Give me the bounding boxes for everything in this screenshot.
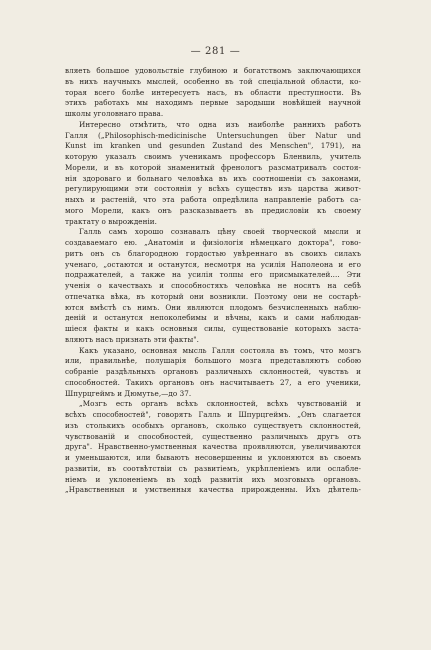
text-line: ученаго, „остаются и останутся, несмотря на усилія Наполеона и его xyxy=(65,259,361,269)
text-line: развитіи, въ соотвѣтствіи съ развитіемъ, укрѣпленіемъ или ослабле- xyxy=(65,463,361,473)
text-line: отпечатка вѣка, въ который они возникли. Поэтому они не состарѣ- xyxy=(65,291,361,301)
text-line: которую указалъ своимъ ученикамъ профессоръ Бленвиль, учитель xyxy=(65,152,361,161)
text-line: регулирующими эти состоянія у всѣхъ существъ изъ царства живот- xyxy=(65,184,361,194)
text-line: собраніе раздѣльныхъ органовъ различныхъ склонностей, чувствъ и xyxy=(65,367,361,376)
text-line: школы уголовнаго права. xyxy=(65,109,164,118)
text-line: всѣхъ способностей", говорятъ Галль и Шпурцгеймъ. „Онъ слагается xyxy=(65,410,361,419)
text-line: трактату о вырожденіи. xyxy=(65,216,157,226)
text-line: Kunst im kranken und gesunden Zustand des Menschen", 1791), на xyxy=(65,141,361,151)
text-line: подражателей, а также на усилія толпы его присмыкателей.... Эти xyxy=(65,270,361,280)
page-number: — 281 — xyxy=(190,46,241,57)
text-line: ритъ онъ съ благородною гордостью увѣреннаго въ своихъ силахъ xyxy=(65,248,361,258)
text-line: вляеть большое удовольствіе глубиною и богатствомъ заключающихся xyxy=(65,66,361,75)
text-line: изъ столькихъ особыхъ органовъ, сколько существуетъ склонностей, xyxy=(65,420,361,430)
text-line: создаваемаго ею. „Анатомія и физіологія нѣмецкаго доктора", гово- xyxy=(65,238,361,247)
text-line: мого Морели, какъ онъ разсказываетъ въ предисловіи къ своему xyxy=(65,205,361,215)
text-line: ученія о качествахъ и способностяхъ человѣка не носятъ на себѣ xyxy=(65,281,361,290)
text-line: Интересно отмѣтить, что одна изъ наиболѣе раннихъ работъ xyxy=(79,119,361,129)
text-line: ются вмѣстѣ съ нимъ. Они являются плодомъ безчисленныхъ наблю- xyxy=(65,302,361,312)
text-line: „Мозгъ есть органъ всѣхъ склонностей, всѣхъ чувствованій и xyxy=(79,399,361,409)
text-line: Галль самъ хорошо сознавалъ цѣну своей творческой мысли и xyxy=(79,227,361,237)
text-line: шіеся факты и какъ основныя силы, существованіе которыхъ заста- xyxy=(65,324,361,333)
text-line: или, правильнѣе, полушарія большого мозга представляютъ собою xyxy=(65,356,361,366)
text-line: чувствованій и способностей, существенно различныхъ другъ отъ xyxy=(65,431,361,441)
text-line: торая всего болѣе интересуетъ насъ, въ области преступности. Въ xyxy=(65,87,361,97)
text-line: деній и останутся непоколебимы и вѣчны, какъ и сами наблюдав- xyxy=(65,313,361,323)
text-line: и уменьшаются, или бываютъ несовершенны и уклоняются въ своемъ xyxy=(65,453,361,462)
text-line: способностей. Такихъ органовъ онъ насчитываетъ 27, а его ученики, xyxy=(65,377,361,387)
text-line: Галля („Philosophisch-medicinische Untersuchungen über Natur und xyxy=(65,130,361,140)
text-line: въ нихъ научныхъ мыслей, особенно въ той спеціальной области, ко- xyxy=(65,76,361,86)
text-line: Какъ указано, основная мысль Галля состояла въ томъ, что мозгъ xyxy=(79,345,361,355)
paragraph xyxy=(65,399,361,496)
text-line: Шпурцгеймъ и Дюмутье,—до 37. xyxy=(65,388,192,398)
paragraph xyxy=(65,120,361,228)
body-text xyxy=(65,66,361,496)
text-line: ніемъ и уклоненіемъ въ ходѣ развитія ихъ мозговыхъ органовъ. xyxy=(65,474,361,484)
text-line: этихъ работахъ мы находимъ первые зародыши новѣйшей научной xyxy=(65,98,361,108)
text-line: „Нравственныя и умственныя качества прирожденны. Ихъ дѣятель- xyxy=(65,485,361,495)
text-line: ныхъ и растеній, что эта работа опредѣлила направленіе работъ са- xyxy=(65,195,361,204)
text-line: вляютъ насъ признать эти факты". xyxy=(65,334,199,344)
text-line: друга". Нравственно-умственныя качества проявляются, увеличиваются xyxy=(65,442,361,452)
paragraph xyxy=(65,346,361,400)
paragraph xyxy=(65,227,361,345)
paragraph xyxy=(65,66,361,120)
text-line: нія здороваго и больнаго человѣка въ ихъ соотношеніи съ законами, xyxy=(65,173,361,183)
text-line: Морели, и въ которой знаменитый френологъ разсматривалъ состоя- xyxy=(65,162,361,172)
